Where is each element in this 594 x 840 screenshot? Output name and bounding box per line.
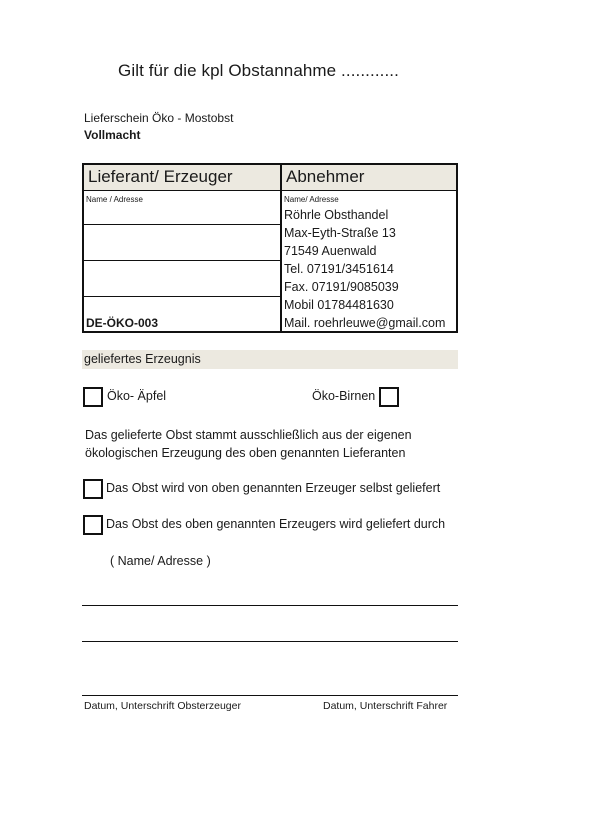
buyer-header bbox=[282, 165, 456, 191]
supplier-line-1 bbox=[84, 224, 280, 225]
signature-line[interactable] bbox=[82, 695, 458, 696]
self-delivery-checkbox[interactable] bbox=[83, 479, 103, 499]
apples-label: Öko- Äpfel bbox=[107, 389, 167, 403]
statement-line: Das gelieferte Obst stammt ausschließlich aus der eigenen bbox=[85, 428, 412, 442]
document-subtype: Vollmacht bbox=[84, 128, 141, 142]
supplier-header-label: Lieferant/ Erzeuger bbox=[88, 167, 233, 186]
page-title: Gilt für die kpl Obstannahme ............ bbox=[118, 61, 399, 80]
pears-checkbox[interactable] bbox=[379, 387, 399, 407]
third-party-delivery-label: Das Obst des oben genannten Erzeugers wird geliefert durch bbox=[106, 517, 446, 531]
product-section-label: geliefertes Erzeugnis bbox=[84, 352, 201, 366]
buyer-line: Tel. 07191/3451614 bbox=[284, 262, 394, 276]
buyer-line: Mobil 01784481630 bbox=[284, 298, 394, 312]
self-delivery-label: Das Obst wird von oben genannten Erzeuger selbst geliefert bbox=[106, 481, 441, 495]
statement-line: ökologischen Erzeugung des oben genannten Lieferanten bbox=[85, 446, 406, 460]
supplier-line-3 bbox=[84, 296, 280, 297]
buyer-line: Max-Eyth-Straße 13 bbox=[284, 226, 396, 240]
supplier-hint: Name / Adresse bbox=[86, 195, 143, 204]
buyer-header-label: Abnehmer bbox=[286, 167, 365, 186]
buyer-line: 71549 Auenwald bbox=[284, 244, 377, 258]
pears-label: Öko-Birnen bbox=[312, 389, 376, 403]
apples-checkbox[interactable] bbox=[83, 387, 103, 407]
buyer-line: Röhrle Obsthandel bbox=[284, 208, 389, 222]
buyer-line: Fax. 07191/9085039 bbox=[284, 280, 399, 294]
supplier-line-2 bbox=[84, 260, 280, 261]
buyer-hint: Name/ Adresse bbox=[284, 195, 339, 204]
product-section-header bbox=[82, 350, 458, 369]
carrier-line-1[interactable] bbox=[82, 605, 458, 606]
parties-table bbox=[82, 163, 458, 333]
name-address-hint: ( Name/ Adresse ) bbox=[110, 554, 211, 568]
supplier-control-code: DE-ÖKO-003 bbox=[86, 316, 159, 330]
table-divider bbox=[280, 165, 282, 331]
carrier-line-2[interactable] bbox=[82, 641, 458, 642]
buyer-line: Mail. roehrleuwe@gmail.com bbox=[284, 316, 446, 330]
driver-signature-label: Datum, Unterschrift Fahrer bbox=[323, 700, 448, 712]
document-type: Lieferschein Öko - Mostobst bbox=[84, 111, 234, 125]
third-party-delivery-checkbox[interactable] bbox=[83, 515, 103, 535]
supplier-header bbox=[84, 165, 280, 191]
producer-signature-label: Datum, Unterschrift Obsterzeuger bbox=[84, 700, 241, 712]
